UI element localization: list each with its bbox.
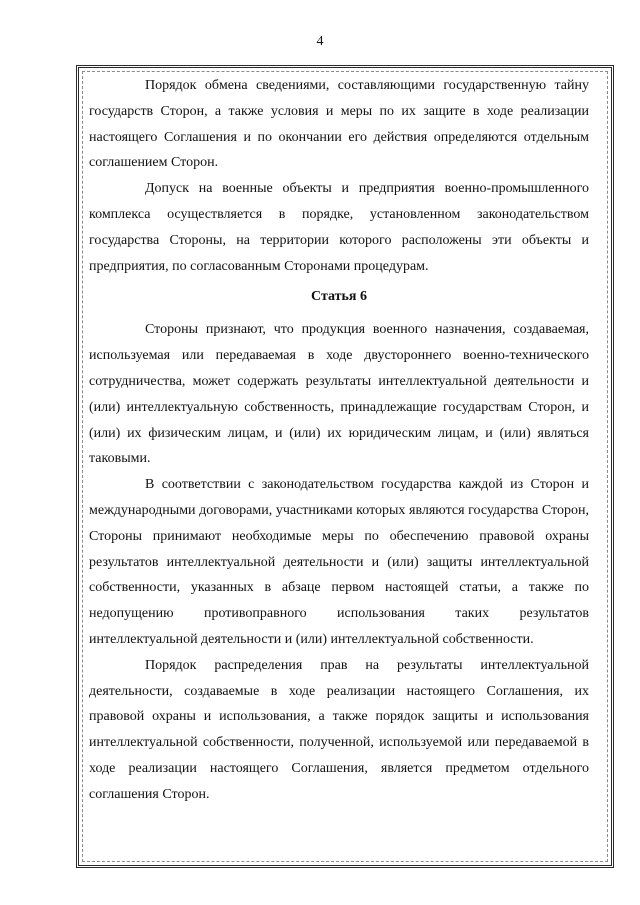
paragraph-ip-rights-distribution: Порядок распределения прав на результаты интеллектуальной деятельности, создаваемые в ходе реализации настоящего Соглашения, их правовой охраны и использования, а также порядок защиты и использования интеллектуальной собственности, полученной, используемой или передаваемой в ходе реализации настоящего Соглашения, является предметом отдельного соглашения Сторон. <box>89 657 589 802</box>
document-body <box>89 73 589 808</box>
paragraph-ip-recognition: Стороны признают, что продукция военного назначения, создаваемая, используемая или передаваемая в ходе двустороннего военно-технического сотрудничества, может содержать результаты интеллектуальной деятельности и (или) интеллектуальную собственность, принадлежащие государствам Сторон, и (или) их физическим лицам, и (или) их юридическим лицам, и (или) являться таковыми. <box>89 322 589 467</box>
page-number: 4 <box>316 34 324 49</box>
paragraph-secrecy-exchange: Порядок обмена сведениями, составляющими государственную тайну государств Сторон, а также условия и меры по их защите в ходе реализации настоящего Соглашения и по окончании его действия определяются отдельным соглашением Сторон. <box>89 78 589 171</box>
paragraph-ip-protection-measures: В соответствии с законодательством государства каждой из Сторон и международными договорами, участниками которых являются государства Сторон, Стороны принимают необходимые меры по обеспечению правовой охраны результатов интеллектуальной деятельности и (или) защиты интеллектуальной собственности, указанных в абзаце первом настоящей статьи, а также по недопущению противоправного использования таких результатов интеллектуальной деятельности и (или) интеллектуальной собственности. <box>89 477 589 647</box>
paragraph-facility-access: Допуск на военные объекты и предприятия военно-промышленного комплекса осуществляется в порядке, установленном законодательством государства Стороны, на территории которого расположены эти объекты и предприятия, по согласованным Сторонами процедурам. <box>89 181 589 274</box>
article-heading: Статья 6 <box>311 289 367 305</box>
